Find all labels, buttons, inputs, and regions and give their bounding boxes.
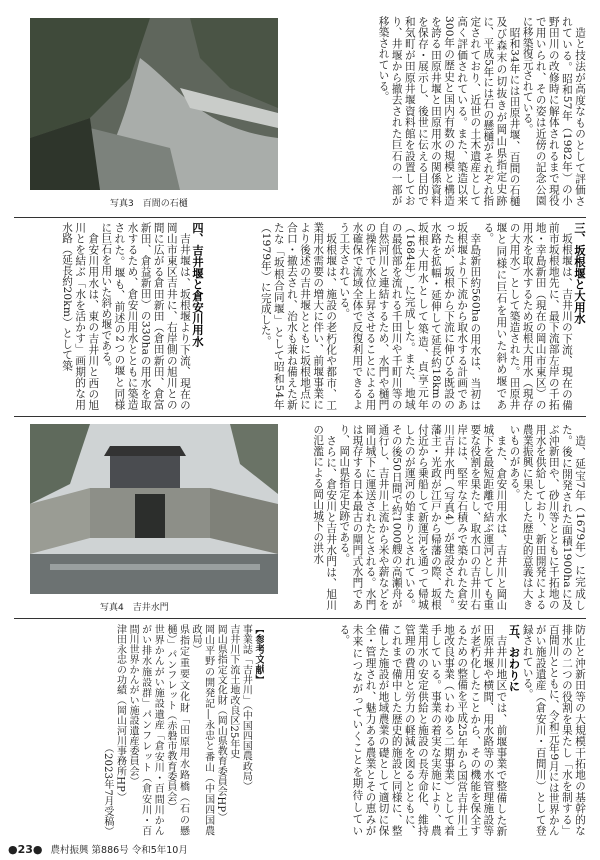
paragraph: 坂根堰は、施設の老朽化や都市、工業用水需要の増大に伴い、前堰事業により後述の吉井堰とともに坂根地点に合口・撤去され、治水も兼ね備えた新たな「坂根合同堰」として昭和54年（1979年）に完成した。 <box>259 222 338 410</box>
reference-item: 岡山平野の開発記―永忠と番山（中国四国農政局） <box>190 624 214 836</box>
paragraph: 造と技法が高度なものとして評価されている。昭和57年（1982年）の小野田川の改修時に解体されるまで現役で用いられ、その姿は近傍の記念公園に移築復元されている。 <box>521 16 586 206</box>
reference-item: 世界かんがい施設遺産「倉安川・百間川かんがい排水施設群」パンフレット（倉安川・百間川世界かんがい施設遺産委員会） <box>127 624 164 836</box>
page-number: ●23● <box>8 842 43 856</box>
column-divider <box>14 618 586 619</box>
photo-stone-sluice <box>30 18 278 190</box>
paragraph: 防止と沖新田等の大規模干拓地の基幹的な排水の二つの役割を果たし「水を制する」百間川とともに、令和元年9月には世界かんがい施設遺産（倉安川・百間川）として登録されている。 <box>521 624 586 836</box>
section-heading-4: 四、吉井堰と倉安川用水 <box>191 222 204 347</box>
received-date: （2023年7月受稿） <box>101 742 113 836</box>
reference-item: 津田永忠の功績（岡山河川事務所HP） <box>114 624 126 803</box>
photo3-caption: 写真3 百間の石樋 <box>110 199 188 209</box>
paragraph: 幸島新田約560haの用水は、当初は坂根堰より下流から取水する計画であったが、坂根から下流に伸びる既設の水路を拡幅・延伸して延長約18kmの坂根大用水として築造、貞享元年（1684年）に完成した。また、地域の最低部を流れる千田川や千町川等の自然河川と連結するため、水門や樋門の操作で水位上昇させることによる用水確保で流域全体で反復利用できるよう工夫されている。 <box>338 222 482 410</box>
section-heading-3: 三、坂根堰と大用水 <box>573 222 586 325</box>
reference-item: 事業誌「吉井川」（中国四国農政局） <box>240 624 252 792</box>
references-section <box>14 624 264 836</box>
paragraph: 昭和34年には田原井堰、百間の石樋及び森末の切抜きが岡山県指定史跡に、平成5年には石の懸樋がそれぞれ指定されており、近世の土木遺産として高く評価されている。また、築造以来300年の歴史と国内有数の規模と構造を誇る田原井堰と田原用水の関係資料を保存・展示し、後世に伝える目的で和気町が田原井堰資料館を設置しており、井堰から撤去された巨石の一部が移築されている。 <box>377 16 521 206</box>
article-column-top-right <box>288 16 586 206</box>
paragraph: さらに、倉安川と吉井水門は、旭川の氾濫による岡山城下の洪水 <box>312 424 338 610</box>
photo4-caption: 写真4 吉井水門 <box>100 603 169 613</box>
paragraph: 吉井川地区では、前堰事業で整備した新田原井堰や横間、用水路等の水管理施設等が老朽化したことから、その機能を保全するための整備を平成25年から国営吉井川土地改良事業（いわゆる二期事業）として着手している。事業の着実な実施により、農業用水の安定供給と施設の長寿命化、維持管理の費用と労力の軽減を図るとともに、これまで備中した歴史的施設と同様に、整備した施設が地域農業の礎として適切に保全・管理され、魅力ある農業とその恵みが未来につながっていくことを期待している。 <box>338 624 508 836</box>
stone-sluice-illustration <box>30 18 278 190</box>
article-column-mid-right <box>210 222 586 410</box>
references-heading: 【参考文献】 <box>253 624 264 685</box>
article-column-mid-band-right <box>288 424 586 610</box>
publication-info: 農村振興 第886号 令和5年10月 <box>50 845 188 856</box>
paragraph: また、倉安川用水は、吉井川と岡山城下を最短距離で結ぶ運河としても重要な役割を果たし、取水口の吉井川右岸には、堅牢な石積みで築かれた倉安川吉井水門（写真4）が建設された。藩主・光政が江戸から帰藩の際、坂根付近から乗船して新運河を通って帰城したのが運河の始まりとされている。その後50日間で約1000艘の高瀬舟が通行し、吉井川上流から米や薪などを岡山城下に運送されたとされる。水門は現存する日本最古の閘門式水門であり、岡山県指定史跡である。 <box>338 424 508 610</box>
photo-yoshii-sluice-gate <box>30 424 278 594</box>
article-column-bottom-right <box>272 624 586 836</box>
page-footer <box>8 842 188 856</box>
paragraph: 造、延宝7年（1679年）に完成した。後に開発された面積1900haに及ぶ沖新田や、砂川等とともに千拓地の用水を供給しており、新田開発による農業振興に果たした歴史的意義は大きいものがある。 <box>508 424 586 610</box>
paragraph: 坂根堰は、吉井川の下流、現在の備前市坂根地先に、最下流部左岸の千拓地・幸島新田（現在の岡山市東区）の用水を取水するため坂根大用水（現存の大用水）として築造された。田原井堰と同様に巨石を用いた斜め堰である。 <box>482 222 573 410</box>
article-column-mid-left <box>14 222 204 410</box>
column-divider <box>14 416 586 417</box>
paragraph: 吉井堰は、坂根堰より下流、現在の岡山市東区吉井に、右岸側の旭川との間に広がる倉田新田（倉田新田、倉富新田、倉益新田）の330haの用水を取水するため、倉安川用水とともに築造された。堰も、前述の2つの堰と同様に巨石を用いた斜め堰である。 <box>100 222 191 410</box>
section-heading-5: 五、おわりに <box>507 624 521 693</box>
sluice-gate-illustration <box>30 424 278 594</box>
reference-item: 吉井川下流土地改良区25年史 <box>227 624 239 759</box>
column-divider <box>14 217 586 218</box>
reference-item: 県指定重要文化財「田原用水路橋（石の懸樋）」パンフレット（赤磐市教育委員会） <box>164 624 189 836</box>
paragraph: 倉安川用水は、東の吉井川と西の旭川とを結ぶ「水を活かす」画期的な用水路（延長約20km）として築 <box>61 222 100 410</box>
reference-item: 岡山県指定文化財（岡山県教育委員会HP） <box>215 624 227 823</box>
